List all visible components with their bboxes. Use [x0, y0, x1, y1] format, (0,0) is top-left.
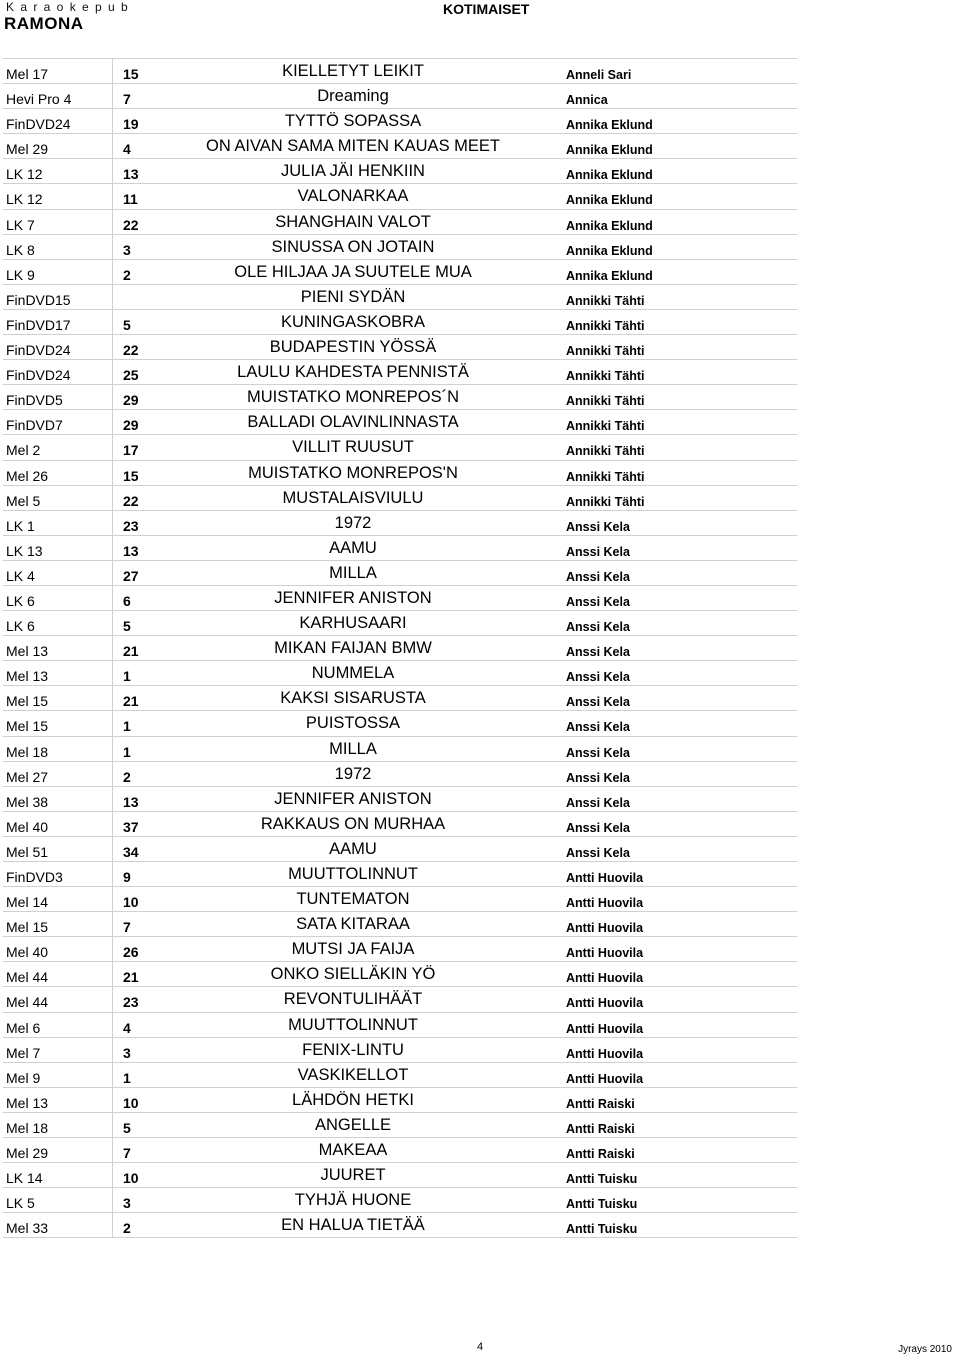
track-number-cell: 5 — [123, 316, 131, 333]
disc-cell: Mel 13 — [3, 1088, 113, 1112]
disc-cell: Mel 33 — [3, 1213, 113, 1237]
table-row — [3, 912, 797, 937]
disc-cell: Mel 13 — [3, 636, 113, 660]
track-number-cell: 7 — [123, 91, 131, 108]
artist-cell: Antti Huovila — [566, 1046, 644, 1061]
table-row — [3, 109, 797, 134]
disc-cell: Mel 13 — [3, 661, 113, 685]
track-number-cell: 10 — [123, 1094, 139, 1111]
track-number-cell: 21 — [123, 643, 139, 660]
category-title: KOTIMAISET — [443, 1, 530, 17]
track-number-cell: 22 — [123, 216, 139, 233]
table-row — [3, 887, 797, 912]
artist-cell: Annika Eklund — [566, 118, 653, 133]
song-title-cell: OLE HILJAA JA SUUTELE MUA — [234, 262, 472, 281]
track-number-cell: 17 — [123, 442, 139, 459]
song-title-cell: LAULU KAHDESTA PENNISTÄ — [237, 363, 469, 382]
disc-cell: Mel 29 — [3, 1138, 113, 1162]
artist-cell: Antti Tuisku — [566, 1197, 638, 1212]
artist-cell: Annikki Tähti — [566, 369, 645, 384]
track-number-cell: 11 — [123, 191, 138, 208]
artist-cell: Annikki Tähti — [566, 419, 645, 434]
track-number-cell: 5 — [123, 1119, 131, 1136]
disc-cell: Mel 51 — [3, 837, 113, 861]
disc-cell: Mel 44 — [3, 987, 113, 1011]
disc-cell: Mel 2 — [3, 435, 113, 459]
disc-cell: LK 9 — [3, 260, 113, 284]
track-number-cell: 13 — [123, 542, 139, 559]
table-row — [3, 210, 797, 235]
artist-cell: Antti Huovila — [566, 971, 644, 986]
disc-cell: Mel 15 — [3, 711, 113, 735]
track-number-cell: 1 — [123, 743, 131, 760]
song-title-cell: TYHJÄ HUONE — [294, 1191, 412, 1210]
artist-cell: Annikki Tähti — [566, 344, 645, 359]
disc-cell: Mel 14 — [3, 887, 113, 911]
artist-cell: Annikki Tähti — [566, 293, 645, 308]
song-title-cell: BALLADI OLAVINLINNASTA — [247, 413, 459, 432]
table-row — [3, 1138, 797, 1163]
disc-cell: LK 5 — [3, 1188, 113, 1212]
disc-cell: Mel 38 — [3, 787, 113, 811]
table-row — [3, 184, 797, 209]
table-row — [3, 260, 797, 285]
table-row — [3, 837, 797, 862]
disc-cell: Mel 18 — [3, 737, 113, 761]
table-row — [3, 962, 797, 987]
table-row — [3, 1163, 797, 1188]
artist-cell: Antti Huovila — [566, 996, 644, 1011]
table-row — [3, 1088, 797, 1113]
artist-cell: Annika Eklund — [566, 168, 653, 183]
disc-cell: Mel 7 — [3, 1038, 113, 1062]
artist-cell: Anssi Kela — [566, 620, 630, 635]
track-number-cell: 3 — [123, 1044, 131, 1061]
artist-cell: Antti Huovila — [566, 1021, 644, 1036]
table-row — [3, 461, 797, 486]
table-row — [3, 310, 797, 335]
disc-cell: FinDVD24 — [3, 109, 113, 133]
brand-subtitle: K a r a o k e p u b — [6, 0, 130, 14]
track-number-cell: 10 — [123, 894, 139, 911]
song-title-cell: KARHUSAARI — [299, 614, 407, 633]
artist-cell: Annikki Tähti — [566, 318, 645, 333]
song-title-cell: KUNINGASKOBRA — [281, 312, 425, 331]
artist-cell: Antti Huovila — [566, 921, 644, 936]
disc-cell: Mel 5 — [3, 486, 113, 510]
artist-cell: Anssi Kela — [566, 519, 630, 534]
track-number-cell: 37 — [123, 818, 139, 835]
disc-cell: Mel 17 — [3, 59, 113, 83]
artist-cell: Antti Raiski — [566, 1147, 635, 1162]
track-number-cell: 4 — [123, 141, 131, 158]
song-title-cell: VASKIKELLOT — [297, 1065, 409, 1084]
artist-cell: Anssi Kela — [566, 645, 630, 660]
disc-cell: FinDVD17 — [3, 310, 113, 334]
table-row — [3, 536, 797, 561]
table-row — [3, 435, 797, 460]
track-number-cell: 13 — [123, 166, 139, 183]
song-title-cell: 1972 — [334, 764, 372, 783]
artist-cell: Anssi Kela — [566, 720, 630, 735]
song-title-cell: MUISTATKO MONREPOS'N — [248, 463, 458, 482]
track-number-cell: 29 — [123, 392, 139, 409]
disc-cell: Mel 29 — [3, 134, 113, 158]
artist-cell: Annika Eklund — [566, 193, 653, 208]
artist-cell: Antti Raiski — [566, 1096, 635, 1111]
table-row — [3, 134, 797, 159]
song-title-cell: ANGELLE — [314, 1115, 392, 1134]
table-row — [3, 586, 797, 611]
table-row — [3, 385, 797, 410]
disc-cell: FinDVD3 — [3, 862, 113, 886]
track-number-cell — [113, 285, 163, 309]
track-number-cell: 7 — [123, 919, 131, 936]
artist-cell: Anneli Sari — [566, 68, 632, 82]
disc-cell: FinDVD24 — [3, 360, 113, 384]
song-title-cell: MUUTTOLINNUT — [288, 865, 418, 883]
track-number-cell: 29 — [123, 417, 139, 434]
disc-cell: Mel 40 — [3, 937, 113, 961]
disc-cell: LK 14 — [3, 1163, 113, 1187]
track-number-cell: 9 — [123, 869, 131, 885]
track-number-cell: 23 — [123, 994, 139, 1011]
song-title-cell: MUSTALAISVIULU — [282, 488, 424, 507]
artist-cell: Annikki Tähti — [566, 469, 645, 484]
track-number-cell: 15 — [123, 66, 139, 82]
table-row — [3, 159, 797, 184]
artist-cell: Annika Eklund — [566, 243, 653, 258]
song-title-cell: SATA KITARAA — [296, 915, 410, 934]
footer-credit: Jyrays 2010 — [898, 1344, 952, 1355]
disc-cell: LK 7 — [3, 210, 113, 234]
track-number-cell: 34 — [123, 843, 139, 860]
artist-cell: Antti Raiski — [566, 1121, 635, 1136]
song-title-cell: MUUTTOLINNUT — [288, 1015, 418, 1034]
track-number-cell: 5 — [123, 618, 131, 635]
track-number-cell: 1 — [123, 718, 131, 735]
artist-cell: Anssi Kela — [566, 820, 630, 835]
song-title-cell: PUISTOSSA — [305, 714, 401, 733]
song-title-cell: MILLA — [329, 739, 377, 758]
table-row — [3, 235, 797, 260]
song-title-cell: AAMU — [329, 538, 377, 557]
table-row — [3, 862, 797, 887]
track-number-cell: 19 — [123, 116, 139, 133]
artist-cell: Antti Huovila — [566, 946, 644, 961]
disc-cell: LK 8 — [3, 235, 113, 259]
brand-logo-text: RAMONA — [4, 14, 84, 33]
artist-cell: Antti Huovila — [566, 871, 644, 885]
artist-cell: Annika Eklund — [566, 143, 653, 158]
track-number-cell: 25 — [123, 367, 139, 384]
artist-cell: Anssi Kela — [566, 569, 630, 584]
track-number-cell: 21 — [123, 693, 139, 710]
disc-cell: FinDVD15 — [3, 285, 113, 309]
song-title-cell: VALONARKAA — [297, 187, 409, 206]
artist-cell: Anssi Kela — [566, 544, 630, 559]
table-row — [3, 1188, 797, 1213]
artist-cell: Annikki Tähti — [566, 444, 645, 459]
track-number-cell: 2 — [123, 266, 131, 283]
disc-cell: Hevi Pro 4 — [3, 84, 113, 108]
table-row — [3, 561, 797, 586]
artist-cell: Anssi Kela — [566, 845, 630, 860]
track-number-cell: 1 — [123, 1069, 131, 1086]
artist-cell: Annika Eklund — [566, 218, 653, 233]
track-number-cell: 2 — [123, 1220, 131, 1237]
song-title-cell: MIKAN FAIJAN BMW — [274, 639, 432, 658]
song-title-cell: ON AIVAN SAMA MITEN KAUAS MEET — [205, 137, 500, 156]
song-title-cell: AAMU — [329, 839, 377, 858]
song-title-cell: VILLIT RUUSUT — [292, 438, 414, 457]
table-row — [3, 737, 797, 762]
disc-cell: Mel 40 — [3, 812, 113, 836]
song-title-cell: MILLA — [329, 563, 377, 582]
disc-cell: Mel 27 — [3, 762, 113, 786]
table-row — [3, 1013, 797, 1038]
disc-cell: Mel 18 — [3, 1113, 113, 1137]
disc-cell: FinDVD24 — [3, 335, 113, 359]
song-title-cell: MUISTATKO MONREPOS´N — [246, 388, 460, 407]
artist-cell: Anssi Kela — [566, 670, 630, 685]
artist-cell: Anssi Kela — [566, 795, 630, 810]
song-title-cell: REVONTULIHÄÄT — [283, 990, 423, 1009]
table-row — [3, 1113, 797, 1138]
table-row — [3, 812, 797, 837]
table-row — [3, 360, 797, 385]
artist-cell: Annikki Tähti — [566, 394, 645, 409]
disc-cell: Mel 26 — [3, 461, 113, 485]
page-header — [0, 0, 960, 60]
table-row — [3, 661, 797, 686]
table-row — [3, 410, 797, 435]
track-number-cell: 23 — [123, 517, 139, 534]
track-number-cell: 22 — [123, 492, 139, 509]
table-row — [3, 611, 797, 636]
artist-cell: Anssi Kela — [566, 695, 630, 710]
artist-cell: Antti Tuisku — [566, 1172, 638, 1187]
artist-cell: Anssi Kela — [566, 770, 630, 785]
disc-cell: LK 4 — [3, 561, 113, 585]
disc-cell: LK 13 — [3, 536, 113, 560]
table-row — [3, 285, 797, 310]
artist-cell: Annika Eklund — [566, 268, 653, 283]
track-number-cell: 21 — [123, 969, 139, 986]
song-title-cell: KIELLETYT LEIKIT — [282, 62, 424, 80]
artist-cell: Annica — [566, 93, 608, 108]
disc-cell: FinDVD5 — [3, 385, 113, 409]
song-title-cell: SHANGHAIN VALOT — [275, 212, 431, 231]
artist-cell: Antti Tuisku — [566, 1222, 638, 1237]
song-title-cell: MUTSI JA FAIJA — [291, 940, 415, 959]
song-title-cell: RAKKAUS ON MURHAA — [260, 814, 446, 833]
disc-cell: Mel 6 — [3, 1013, 113, 1037]
table-row — [3, 1038, 797, 1063]
disc-cell: Mel 15 — [3, 686, 113, 710]
table-row — [3, 711, 797, 736]
track-number-cell: 7 — [123, 1145, 131, 1162]
song-title-cell: LÄHDÖN HETKI — [292, 1090, 414, 1109]
song-title-cell: TUNTEMATON — [296, 890, 410, 909]
song-title-cell: BUDAPESTIN YÖSSÄ — [269, 338, 437, 357]
table-row — [3, 937, 797, 962]
song-title-cell: TYTTÖ SOPASSA — [284, 112, 422, 131]
track-number-cell: 3 — [123, 241, 131, 258]
table-row — [3, 1213, 797, 1238]
disc-cell: Mel 9 — [3, 1063, 113, 1087]
song-title-cell: JENNIFER ANISTON — [274, 588, 432, 607]
table-row — [3, 84, 797, 109]
song-title-cell: Dreaming — [317, 87, 389, 106]
song-title-cell: NUMMELA — [311, 664, 395, 683]
table-row — [3, 59, 797, 84]
disc-cell: LK 12 — [3, 184, 113, 208]
table-row — [3, 511, 797, 536]
disc-cell: LK 6 — [3, 611, 113, 635]
disc-cell: LK 6 — [3, 586, 113, 610]
song-title-cell: SINUSSA ON JOTAIN — [271, 237, 435, 256]
track-number-cell: 1 — [123, 668, 131, 685]
table-row — [3, 486, 797, 511]
song-title-cell: MAKEAA — [318, 1141, 388, 1160]
song-title-cell: JULIA JÄI HENKIIN — [281, 162, 425, 181]
song-title-cell: PIENI SYDÄN — [300, 287, 406, 306]
artist-cell: Annikki Tähti — [566, 494, 645, 509]
track-number-cell: 27 — [123, 567, 139, 584]
song-title-cell: EN HALUA TIETÄÄ — [281, 1216, 425, 1235]
table-row — [3, 1063, 797, 1088]
table-row — [3, 636, 797, 661]
disc-cell: Mel 15 — [3, 912, 113, 936]
track-number-cell: 6 — [123, 592, 131, 609]
song-title-cell: JENNIFER ANISTON — [274, 789, 432, 808]
artist-cell: Antti Huovila — [566, 896, 644, 911]
track-number-cell: 3 — [123, 1195, 131, 1212]
disc-cell: LK 12 — [3, 159, 113, 183]
table-row — [3, 335, 797, 360]
song-title-cell: JUURET — [320, 1166, 386, 1185]
table-row — [3, 987, 797, 1012]
song-title-cell: KAKSI SISARUSTA — [280, 689, 426, 708]
disc-cell: Mel 44 — [3, 962, 113, 986]
track-number-cell: 2 — [123, 768, 131, 785]
table-row — [3, 686, 797, 711]
track-number-cell: 26 — [123, 944, 139, 961]
artist-cell: Anssi Kela — [566, 594, 630, 609]
song-table — [3, 58, 797, 1238]
track-number-cell: 13 — [123, 793, 139, 810]
disc-cell: LK 1 — [3, 511, 113, 535]
track-number-cell: 4 — [123, 1019, 131, 1036]
song-title-cell: 1972 — [334, 513, 372, 532]
artist-cell: Anssi Kela — [566, 745, 630, 760]
page-number: 4 — [477, 1341, 484, 1353]
song-title-cell: ONKO SIELLÄKIN YÖ — [270, 965, 436, 984]
song-title-cell: FENIX-LINTU — [302, 1040, 404, 1059]
track-number-cell: 22 — [123, 342, 139, 359]
table-row — [3, 762, 797, 787]
disc-cell: FinDVD7 — [3, 410, 113, 434]
track-number-cell: 15 — [123, 467, 139, 484]
table-row — [3, 787, 797, 812]
artist-cell: Antti Huovila — [566, 1071, 644, 1086]
track-number-cell: 10 — [123, 1170, 139, 1187]
